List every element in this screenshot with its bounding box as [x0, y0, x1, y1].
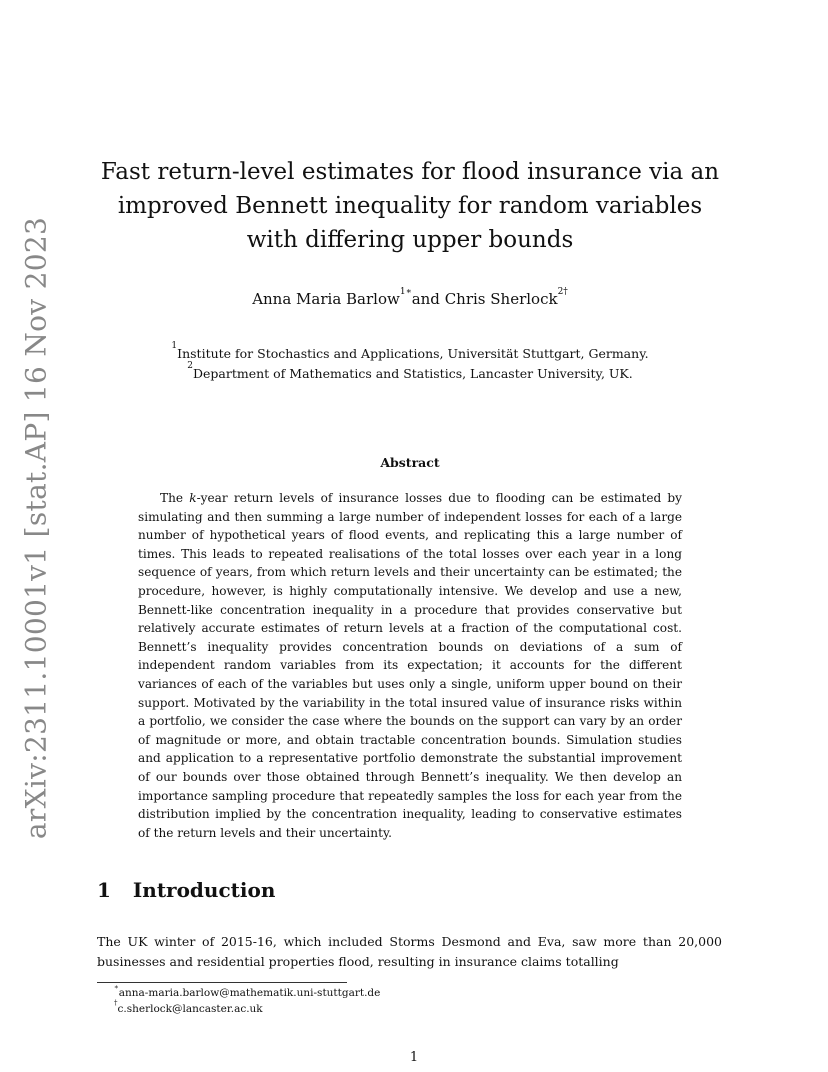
footnote-2: [114, 1001, 380, 1017]
abstract-lead: The: [160, 491, 190, 505]
author-2-name: Chris Sherlock: [444, 290, 558, 308]
paper-title: Fast return-level estimates for flood insurance via an improved Bennett inequality for random variables with differing upper bounds: [100, 159, 720, 253]
footnote-rule: [97, 982, 347, 983]
intro-paragraph: The UK winter of 2015-16, which included Storms Desmond and Eva, saw more than 20,000 businesses and residential properties flood, resulting in insurance claims totalling: [97, 934, 722, 969]
author-2-marks: 2†: [557, 287, 568, 297]
affiliations: [90, 341, 730, 384]
affiliation-1: [90, 341, 730, 364]
affiliation-1-text: Institute for Stochastics and Applications, Universität Stuttgart, Germany.: [177, 346, 649, 361]
affiliation-2: [90, 361, 730, 384]
affiliation-2-text: Department of Mathematics and Statistics, Lancaster University, UK.: [192, 366, 633, 381]
arxiv-identifier: arXiv:2311.10001v1 [stat.AP] 16 Nov 2023: [19, 216, 53, 840]
abstract-k-symbol: k: [189, 491, 197, 505]
footnotes: [114, 985, 380, 1017]
abstract-body: [138, 489, 682, 842]
author-conjunction: and: [411, 290, 440, 308]
footnote-2-mark: †: [114, 999, 118, 1007]
footnote-2-email: c.sherlock@lancaster.ac.uk: [117, 1003, 263, 1015]
section-heading: [97, 878, 275, 902]
author-1-name: Anna Maria Barlow: [252, 290, 400, 308]
abstract-text: -year return levels of insurance losses due to flooding can be estimated by simulating and then summing a large number of independent losses for each of a large number of hypothetical years of flood events, and replicating this a large number of times. This leads to repeated realisations of the total losses over each year in a long sequence of years, from which return levels and their uncertainty can be estimated; the procedure, however, is highly computationally intensive. We develop and use a new, Bennett-like concentration inequality in a procedure that provides conservative but relatively accurate estimates of return levels at a fraction of the computational cost. Bennett’s inequality provides concentration bounds on deviations of a sum of independent random variables from its expectation; it accounts for the different variances of each of the variables but uses only a single, uniform upper bound on their support. Motivated by the variability in the total insured value of insurance risks within a portfolio, we consider the case where the bounds on the support can vary by an order of magnitude or more, and obtain tractable concentration bounds. Simulation studies and application to a representative portfolio demonstrate the substantial improvement of our bounds over those obtained through Bennett’s inequality. We then develop an importance sampling procedure that repeatedly samples the loss for each year from the distribution implied by the concentration inequality, leading to conservative estimates of the return levels and their uncertainty.: [138, 491, 683, 840]
footnote-1-email: anna-maria.barlow@mathematik.uni-stuttgart.de: [118, 987, 381, 999]
page-number: 1: [409, 1050, 419, 1065]
author-1-marks: 1∗: [399, 287, 412, 297]
footnote-1-mark: ∗: [114, 983, 119, 991]
abstract-heading: Abstract: [380, 455, 440, 470]
section-number: 1: [97, 878, 111, 902]
footnote-1: [114, 985, 380, 1001]
author-line: [90, 287, 730, 308]
affiliation-1-mark: 1: [171, 341, 178, 351]
section-title: Introduction: [132, 878, 276, 902]
affiliation-2-mark: 2: [187, 361, 193, 371]
